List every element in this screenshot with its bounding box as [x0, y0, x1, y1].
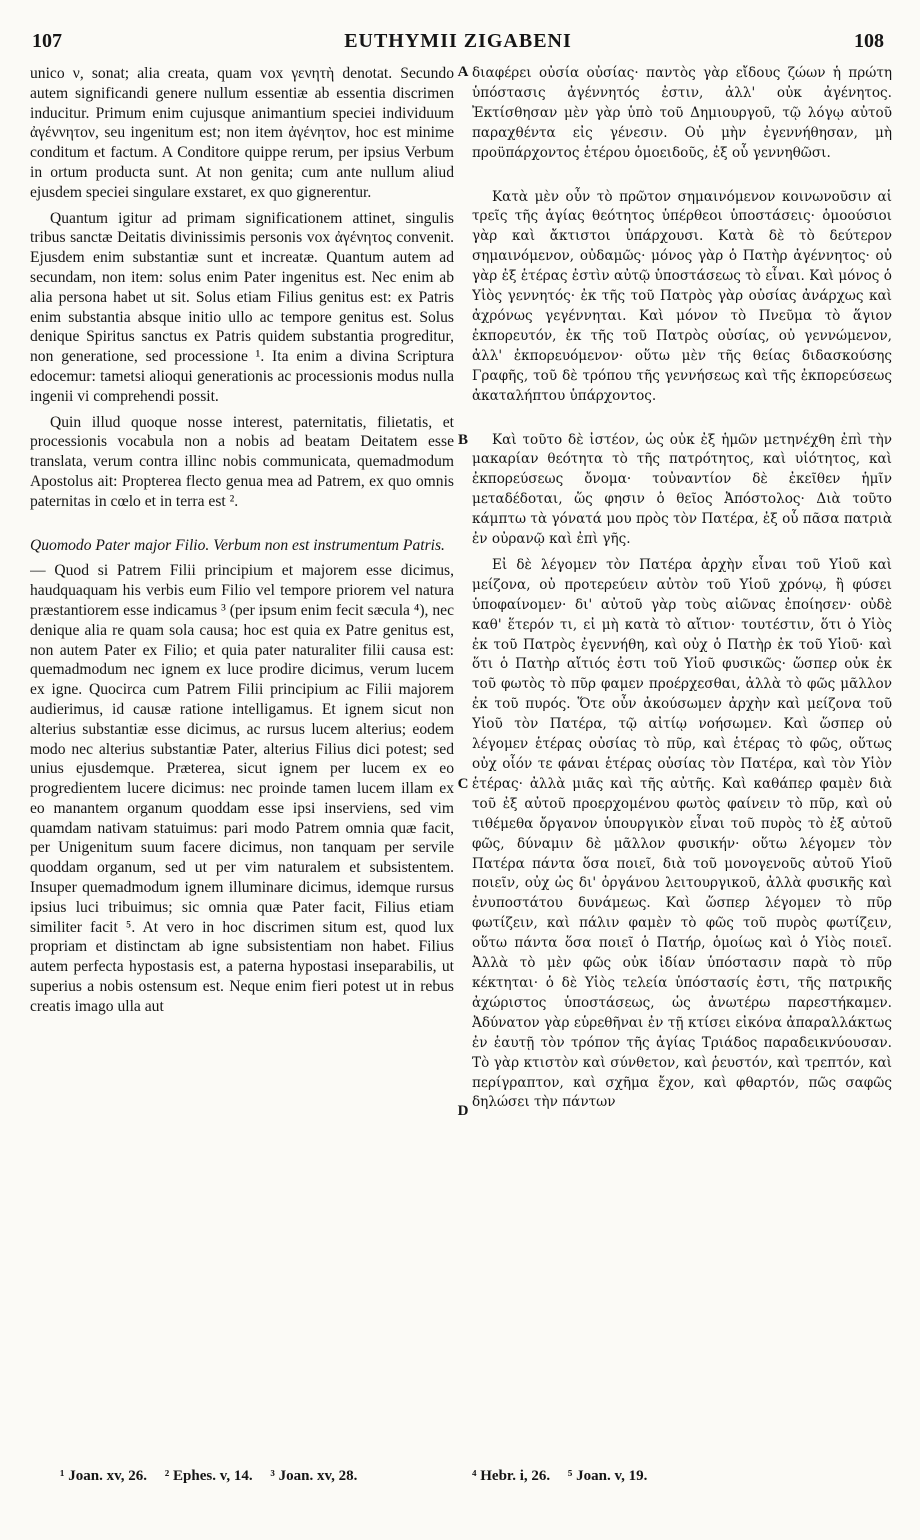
footnotes-left: [60, 1468, 460, 1485]
footnote: ³ Joan. xv, 28.: [270, 1468, 358, 1484]
greek-paragraph: Κατὰ μὲν οὖν τὸ πρῶτον σημαινόμενον κοινωνοῦσιν αἱ τρεῖς τῆς ἁγίας θεότητος ὑπέρθεοι ὑποστάσεις· ὁμοούσιοι γὰρ καὶ ἄκτιστοι ὑπάρχουσι. Κατὰ δὲ τὸ δεύτερον σημαινόμενον, οὐδαμῶς· μόνος γὰρ ὁ Πατὴρ ἀγέννητος· οὐ γὰρ ἐξ ἑτέρας ἐστὶν αὐτῷ ὑποστάσεως τὸ εἶναι. Καὶ μόνος ὁ Υἱὸς γεννητός· ἐκ τῆς τοῦ Πατρὸς γὰρ οὐσίας ἀνάρχως καὶ ἀχρόνως γεγέννηται. Καὶ μόνον τὸ Πνεῦμα τὸ ἅγιον ἐκπορευτόν, ἐκ τῆς τοῦ Πατρὸς οὐσίας, οὐ γεννώμενον, ἀλλ' ἐκπορευόμενον· οὕτω μὲν τῆς θείας διδασκούσης Γραφῆς, τοῦ δὲ τρόπου τῆς γεννήσεως καὶ τῆς ἐκπορεύσεως ἀκαταλήπτου ὑπάρχοντος.: [472, 188, 892, 404]
footnote: ² Ephes. v, 14.: [164, 1468, 253, 1484]
footnotes-right: [472, 1468, 872, 1485]
margin-marker-d: D: [457, 1103, 469, 1119]
margin-marker-c: C: [457, 776, 469, 792]
latin-column: [30, 64, 454, 1464]
greek-paragraph: Καὶ τοῦτο δὲ ἰστέον, ὡς οὐκ ἐξ ἡμῶν μετηνέχθη ἐπὶ τὴν μακαρίαν θεότητα τὸ τῆς πατρότητος, καὶ υἱότητος, καὶ ἐκπορεύσεως ὄνομα· τοὐναντίον δὲ ἐκεῖθεν ἡμῖν μεταδέδοται, ὥς φησιν ὁ θεῖος Ἀπόστολος· Διὰ τοῦτο κάμπτω τὰ γόνατά μου πρὸς τὸν Πατέρα, ἐξ οὗ πᾶσα πατριὰ ἐν οὐρανῷ καὶ ἐπὶ γῆς.: [472, 431, 892, 548]
running-header: [32, 30, 884, 56]
greek-column: [472, 64, 892, 1464]
latin-paragraph: unico ν, sonat; alia creata, quam vox γενητὴ denotat. Secundo autem significandi genere nullum essentiæ ab essentia discrimen inducitur. Primum enim cujusque animantium speciei individuum ἀγέννητον, seu ingenitum est; non item ἀγένητον, hoc est minime conditum et factum. A Conditore quippe rerum, per ipsius Verbum in ortum producta sunt. At non genita; cum ante nullum aliud ejusdem speciei singulare exstaret, ex quo gignerentur.: [30, 65, 454, 201]
section-heading: Quomodo Pater major Filio. Verbum non est instrumentum Patris.: [30, 536, 445, 554]
latin-paragraph: Quantum igitur ad primam significationem attinet, singulis tribus sanctæ Deitatis divinissimis personis vox ἀγένητος convenit. Ejusdem enim substantiæ sunt et increatæ. Quantum autem ad secundam, non item: solus enim Pater ingenitus est. Nec enim ab alia persona habet ut sit. Solus etiam Filius genitus est: ex Patris enim substantia absque initio ullo ac tempore genitus est. Solus denique Spiritus sanctus ex Patris quidem substantia progreditur, non generatione, sed processione ¹. Ita enim a divina Scriptura edocemur: tametsi alioqui generationis ac processionis modus nulla ingenii vi comprehendi possit.: [30, 209, 454, 405]
margin-marker-a: A: [457, 64, 469, 80]
greek-paragraph: διαφέρει οὐσία οὐσίας· παντὸς γὰρ εἴδους ζώων ἡ πρώτη ὑπόστασις ἀγέννητός ἐστιν, ἀλλ' οὐκ ἀγένητος. Ἐκτίσθησαν μὲν γὰρ ὑπὸ τοῦ Δημιουργοῦ, τῷ λόγῳ αὐτοῦ παραχθέντα εἰς γένεσιν. Οὐ μὴν ἐγεννήθησαν, μὴ προϋπάρχοντος ἑτέρου ὁμοειδοῦς, ἐξ οὗ γεννηθῶσι.: [472, 65, 892, 161]
footnote: ⁵ Joan. v, 19.: [567, 1468, 648, 1484]
footnote: ⁴ Hebr. i, 26.: [472, 1468, 551, 1484]
footnote: ¹ Joan. xv, 26.: [60, 1468, 148, 1484]
latin-paragraph: Quin illud quoque nosse interest, paternitatis, filietatis, et processionis vocabula non a nobis ad beatam Deitatem esse translata, verum contra illinc nobis communicata, quemadmodum Apostolus ait: Propterea flecto genua mea ad Patrem, ex quo omnis paternitas in cœlo et in terra est ².: [30, 413, 454, 510]
running-title: EUTHYMII ZIGABENI: [344, 30, 572, 52]
latin-paragraph: — Quod si Patrem Filii principium et majorem esse dicimus, haudquaquam his verbis eum Filio vel tempore priorem vel natura præstantiorem esse indicamus ³ (per ipsum enim fecit sæcula ⁴), nec denique alia re quam sola causa; hoc est quia ex Patre genitus est, non autem Pater ex Filio; et quia pater naturaliter filii causa est: quemadmodum nec ignem ex luce prodire dicimus, verum lucem ex igne. Quocirca cum Patrem Filii principium ac Filii majorem audierimus, id causæ ratione intelligamus. Et ignem sicut non alterius substantiæ esse dicimus, ac rursus lucem alterius; eodem modo nec alterius substantiæ Pater, alterius Filius dici potest; sed unius ejusdemque. Præterea, sicut ignem per lucem ex eo progredientem lucere dicimus: nec proinde tamen lucem illam ex eo manantem organum quoddam esse ipsi inserviens, sed vim quamdam nativam statuimus: pari modo Patrem omnia quæ facit, per Unigenitum suum facere dicimus, non tanquam per servile quoddam organum, sed ut per vim naturalem et subsistentem. Insuper quemadmodum ignem illuminare dicimus, idemque rursus ipsius luci tribuimus; sic omnia quæ Pater facit, Filius etiam similiter facit ⁵. At vero in hoc discrimen situm est, quod lux propriam et distinctam ab igne subsistentiam non habet. Filius autem perfecta hypostasis est, a paterna hypostasi inseparabilis, ut superius a nobis ostensum est. Neque enim fieri potest ut in rebus creatis imago ulla aut: [30, 562, 454, 1015]
page-number-left: 107: [32, 30, 62, 52]
margin-marker-b: B: [457, 432, 468, 448]
page-number-right: 108: [854, 30, 884, 52]
greek-paragraph: Εἰ δὲ λέγομεν τὸν Πατέρα ἀρχὴν εἶναι τοῦ Υἱοῦ καὶ μείζονα, οὐ προτερεύειν αὐτὸν τοῦ Υἱοῦ χρόνῳ, ἢ φύσει ὑποφαίνομεν· δι' αὐτοῦ γὰρ τοὺς αἰῶνας ἐποίησεν· οὐδὲ καθ' ἕτερόν τι, εἰ μὴ κατὰ τὸ αἴτιον· τουτέστιν, ὅτι ὁ Υἱὸς ἐκ τοῦ Πατρὸς ἐγεννήθη, καὶ οὐχ ὁ Πατὴρ ἐκ τοῦ Υἱοῦ· καὶ ὅτι ὁ Πατὴρ αἴτιός ἐστι τοῦ Υἱοῦ φυσικῶς· ὥσπερ οὐκ ἐκ τοῦ φωτὸς τὸ πῦρ φαμεν προέρχεσθαι, ἀλλὰ τὸ φῶς μᾶλλον ἐκ τοῦ πυρός. Ὅτε οὖν ἀκούσωμεν ἀρχὴν καὶ μείζονα τοῦ Υἱοῦ τὸν Πατέρα, τῷ αἰτίῳ νοήσωμεν. Καὶ ὥσπερ οὐ λέγομεν ἑτέρας οὐσίας τὸ πῦρ, καὶ ἑτέρας τὸ φῶς, οὕτως οὐχ οἷόν τε φάναι ἑτέρας οὐσίας τὸν Πατέρα, καὶ τὸν Υἱὸν ἑτέρας· ἀλλὰ μιᾶς καὶ τῆς αὐτῆς. Καὶ καθάπερ φαμὲν διὰ τοῦ ἐξ αὐτοῦ προερχομένου φωτὸς φαίνειν τὸ πῦρ, καὶ οὐ τιθέμεθα ὄργανον ὑπουργικὸν εἶναι τοῦ πυρὸς τὸ ἐξ αὐτοῦ φῶς, δύναμιν δὲ μᾶλλον φυσικήν· οὕτω λέγομεν τὸν Πατέρα πάντα ὅσα ποιεῖ, διὰ τοῦ μονογενοῦς αὐτοῦ Υἱοῦ ποιεῖν, οὐχ ὡς δι' ὀργάνου λειτουργικοῦ, ἀλλὰ φυσικῆς καὶ ἐνυποστάτου δυνάμεως. Καὶ ὥσπερ λέγομεν τὸ πῦρ φωτίζειν, καὶ πάλιν φαμὲν τὸ φῶς τοῦ πυρὸς φωτίζειν, οὕτω πάντα ὅσα ποιεῖ ὁ Πατήρ, ὁμοίως καὶ ὁ Υἱὸς ποιεῖ. Ἀλλὰ τὸ μὲν φῶς οὐκ ἰδίαν ὑπόστασιν παρὰ τὸ πῦρ κέκτηται· ὁ δὲ Υἱὸς τελεία ὑπόστασίς ἐστι, τῆς πατρικῆς ἀχώριστος ὑποστάσεως, ὡς ἀνωτέρω παρεστήκαμεν. Ἀδύνατον γὰρ εὑρεθῆναι ἐν τῇ κτίσει εἰκόνα ἀπαραλλάκτως ἐν ἑαυτῇ τὸν τρόπον τῆς ἁγίας Τριάδος παραδεικνύουσαν. Τὸ γὰρ κτιστὸν καὶ σύνθετον, καὶ ῥευστόν, καὶ τρεπτόν, καὶ περίγραπτον, καὶ σχῆμα ἔχον, καὶ φθαρτόν, πῶς σαφῶς δηλώσει τὴν πάντων: [472, 556, 892, 1111]
